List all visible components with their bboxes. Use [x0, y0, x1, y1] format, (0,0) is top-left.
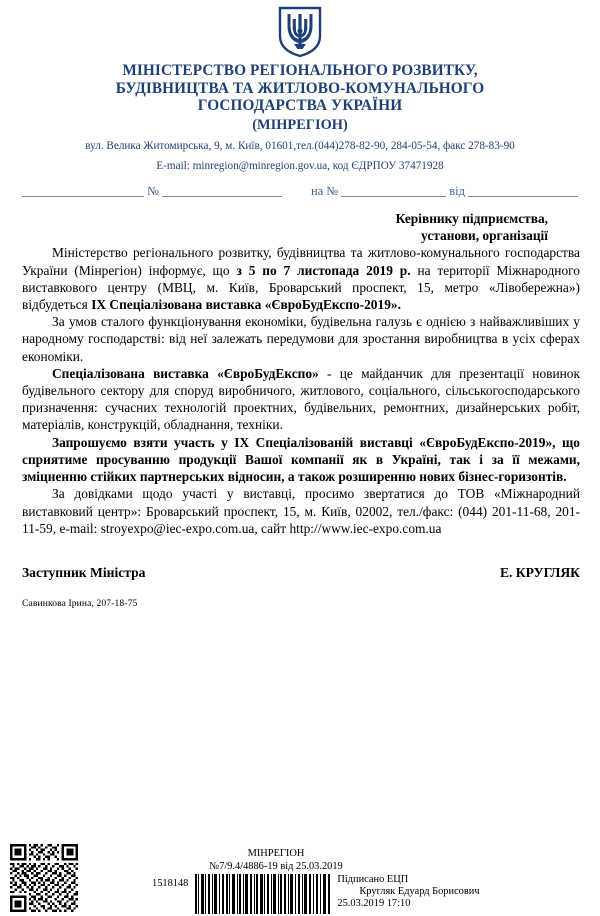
signer-name: Е. КРУГЛЯК: [499, 565, 580, 581]
signer-position: Заступник Міністра: [22, 565, 146, 581]
typist-note: Савинкова Ірина, 207-18-75: [22, 598, 138, 610]
signature-block: [22, 565, 580, 581]
paragraph-announcement-part-2: на території Міжнародного виставкового центру (МВЦ, м. Київ, Броварський проспект, 15, метро «Лівобережна») відбудеться: [22, 262, 580, 312]
addressee-block: [22, 210, 580, 244]
stamp-organization: МІНРЕГІОН: [247, 848, 305, 860]
date-label: від: [449, 183, 465, 198]
qr-code-icon: [10, 844, 78, 912]
paragraph-contacts: За довідками щодо участі у виставці, просимо звертатися до ТОВ «Міжнародний виставковий центр»: Броварський проспект, 15, м. Київ, 02002, тел./факс: (044) 201-11-68, 201-11-59, e-mail: stroyexpo@iec-expo.com.ua, сайт http://www.iec-expo.com.ua: [22, 486, 580, 536]
paragraph-exhibition-description-rest: - це майданчик для презентації новинок будівельного сектору для споруд виробничого, житлового, соціального, сільськогосподарського призначення: сучасних технологій проектних, будівельних, ремонтних, дизайнерських робіт, матеріалів, конструкцій, обладнання, техніки.: [22, 365, 581, 433]
barcode-icon: [193, 874, 333, 914]
registration-stamp: [152, 848, 572, 914]
ministry-title-line-3: ГОСПОДАРСТВА УКРАЇНИ: [197, 97, 403, 115]
addressee-line-1: Керівнику підприємства,: [395, 211, 548, 227]
letterhead: [0, 0, 600, 174]
stamp-barcode-number: 1518148: [152, 878, 189, 889]
digital-signature-info: [333, 874, 479, 910]
date-field[interactable]: [468, 185, 578, 197]
reference-row: [0, 185, 600, 198]
outgoing-number-field[interactable]: [162, 185, 282, 197]
exhibition-dates: з 5 по 7 листопада 2019 р.: [236, 262, 411, 278]
stamp-barcode-row: [152, 874, 572, 914]
reply-to-label: на №: [310, 183, 339, 198]
paragraph-announcement-part-1: Міністерство регіонального розвитку, будівництва та житлово-комунального господарства України (Мінрегіон) інформує, що: [22, 245, 580, 278]
addressee-line-2: установи, організації: [421, 228, 548, 244]
paragraph-announcement: [22, 244, 580, 313]
ukraine-trident-coat-of-arms-icon: [278, 6, 322, 58]
exhibition-name-inline: Спеціалізована виставка «ЄвроБудЕкспо»: [52, 365, 319, 381]
letter-body: [0, 210, 600, 609]
stamp-document-reference: №7/9.4/4886-19 від 25.03.2019: [209, 860, 343, 872]
ministry-title: [60, 62, 540, 115]
ministry-email: E-mail: minregion@minregion.gov.ua, код ЄДРПОУ 37471928: [156, 159, 444, 172]
outgoing-number-label: №: [147, 183, 159, 198]
ministry-abbreviation: (МІНРЕГІОН): [252, 117, 348, 134]
digital-signature-signer: Кругляк Едуард Борисович: [359, 885, 480, 897]
ministry-title-line-2: БУДІВНИЦТВА ТА ЖИТЛОВО-КОМУНАЛЬНОГО: [115, 79, 485, 97]
reply-to-field[interactable]: [341, 185, 446, 197]
paragraph-invitation: Запрошуємо взяти участь у IX Спеціалізованій виставці «ЄвроБудЕкспо-2019», що сприятиме просуванню продукції Вашої компанії як в Україні, так і за її межами, зміцненню стійких партнерських відносин, а також розширенню нових бізнес-горизонтів.: [22, 434, 580, 485]
outgoing-number-rule-left: [22, 185, 144, 197]
ministry-address: вул. Велика Житомирська, 9, м. Київ, 01601,тел.(044)278-82-90, 284-05-54, факс 278-83-90: [85, 140, 515, 153]
ministry-title-line-1: МІНІСТЕРСТВО РЕГІОНАЛЬНОГО РОЗВИТКУ,: [122, 62, 478, 79]
paragraph-industry: За умов сталого функціонування економіки, будівельна галузь є однією з найважливіших у народному господарстві: від неї залежать передумови для зростання виробництва в усіх сферах економіки.: [22, 314, 580, 364]
paragraph-exhibition-description: [22, 365, 580, 434]
digital-signature-datetime: 25.03.2019 17:10: [337, 897, 411, 909]
exhibition-name-heading: IX Спеціалізована виставка «ЄвроБудЕкспо-2019».: [91, 296, 401, 312]
stamp-header: [160, 848, 392, 873]
digital-signature-label: Підписано ЕЦП: [337, 874, 409, 885]
footer-stamp-area: [0, 824, 600, 916]
